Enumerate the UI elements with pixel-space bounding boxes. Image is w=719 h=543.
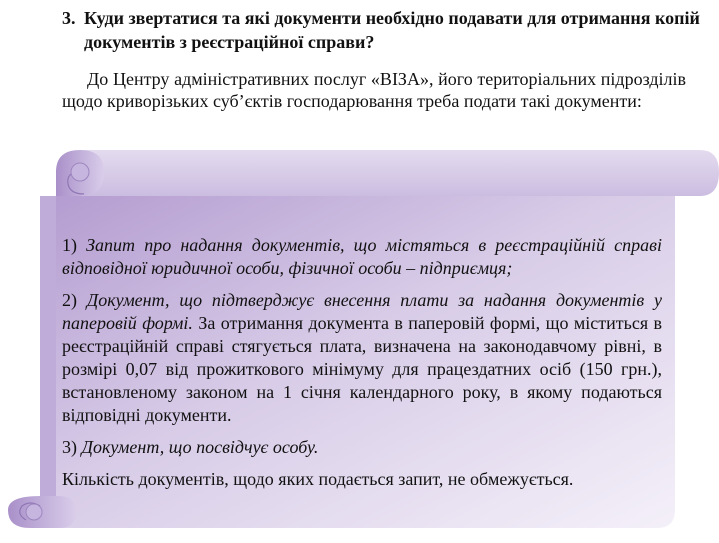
list-item [62, 234, 662, 280]
heading-number: 3. [62, 8, 76, 28]
list-item [62, 436, 662, 459]
item-title: Документ, що посвідчує особу. [81, 437, 319, 457]
list-item [62, 289, 662, 427]
item-number: 3) [62, 437, 77, 457]
closing-note: Кількість документів, щодо яких подається запит, не обмежується. [62, 469, 574, 489]
item-title: Запит про надання документів, що містяться в реєстраційній справі відповідної юридичної особи, фізичної особи – підприємця; [62, 235, 662, 278]
item-number: 2) [62, 290, 77, 310]
documents-panel [62, 234, 662, 500]
item-description: За отримання документа в паперовій формі, що міститься в реєстраційній справі стягується плата, визначена на законодавчому рівні, в розмірі 0,07 від прожиткового мінімуму для працездатних осіб (150 грн.), встановленому законом на 1 січня календарного року, в якому подаються відповідні документи. [62, 313, 663, 425]
intro-paragraph: До Центру адміністративних послуг «ВІЗА», його територіальних підрозділів щодо криворізьких суб’єктів господарювання треба подати такі документи: [62, 69, 686, 111]
item-title: Документ, що підтверджує внесення плати за надання документів у паперовій формі. [62, 290, 662, 333]
item-number: 1) [62, 235, 77, 255]
heading-text: Куди звертатися та які документи необхідно подавати для отримання копій документів з реєстраційної справи? [84, 8, 700, 52]
